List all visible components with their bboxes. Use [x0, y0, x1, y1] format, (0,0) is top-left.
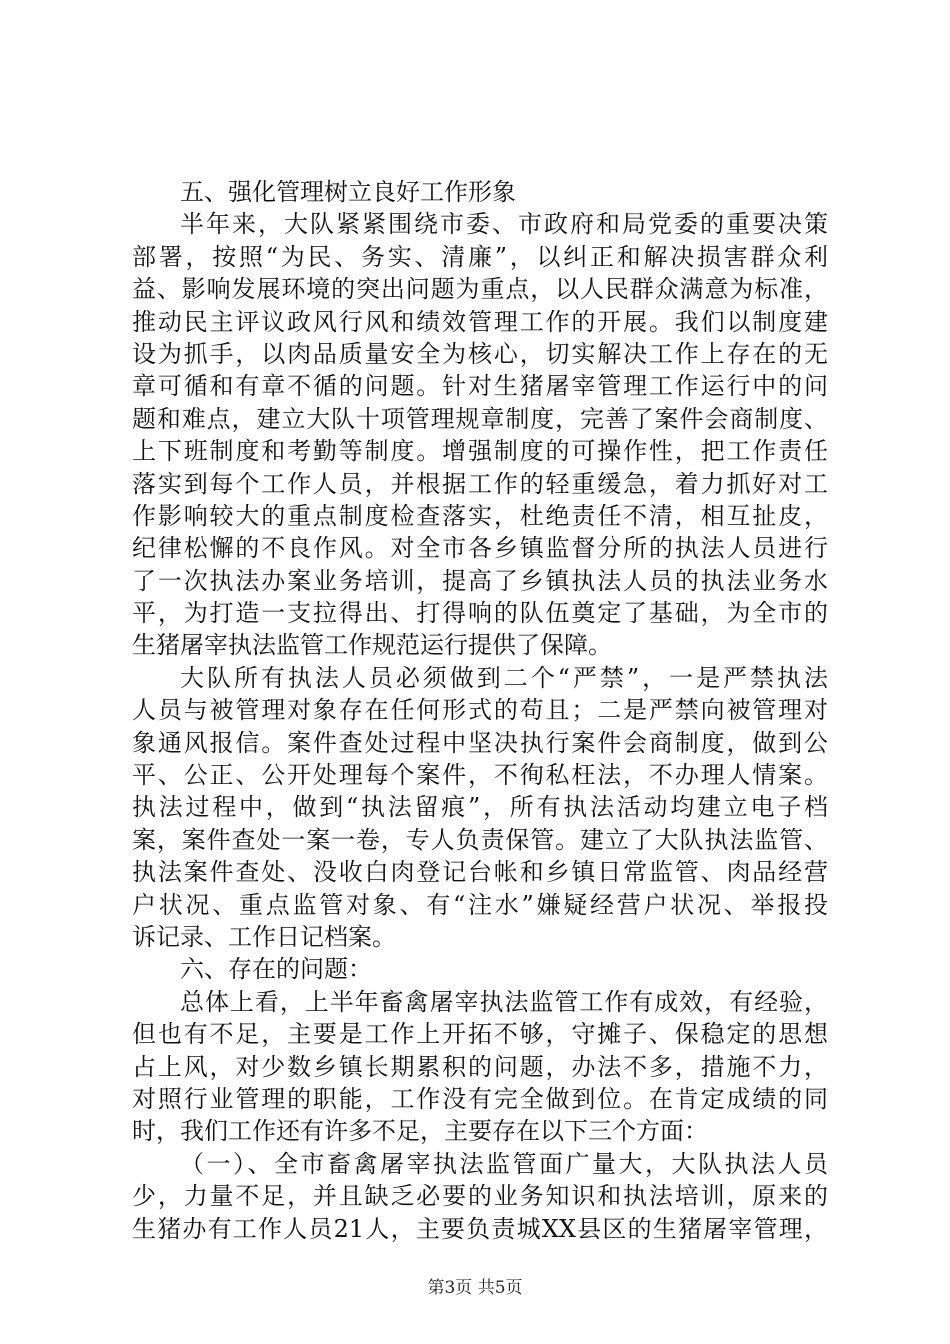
text-line: 诉记录、工作日记档案。: [132, 922, 396, 951]
text-line: 少，力量不足，并且缺乏必要的业务知识和执法培训，原来的: [132, 1182, 828, 1211]
text-line: 推动民主评议政风行风和绩效管理工作的开展。我们以制度建: [132, 307, 828, 336]
text-line: 象通风报信。案件查处过程中坚决执行案件会商制度，做到公: [132, 728, 828, 757]
text-line: 但也有不足，主要是工作上开拓不够，守摊子、保稳定的思想: [132, 1020, 828, 1049]
text-line: 作影响较大的重点制度检查落实，杜绝责任不清，相互扯皮，: [132, 501, 828, 530]
text-line: 六、存在的问题：: [180, 955, 372, 984]
text-line: 五、强化管理树立良好工作形象: [180, 178, 516, 206]
text-line: 平、公正、公开处理每个案件，不徇私枉法，不办理人情案。: [132, 761, 828, 790]
text-line: 部署，按照“为民、务实、清廉”，以纠正和解决损害群众利: [132, 242, 828, 271]
text-line: 题和难点，建立大队十项管理规章制度，完善了案件会商制度、: [132, 404, 828, 433]
text-line: 户状况、重点监管对象、有“注水”嫌疑经营户状况、举报投: [132, 890, 828, 919]
text-line: 生猪屠宰执法监管工作规范运行提供了保障。: [132, 631, 612, 660]
text-line: 时，我们工作还有许多不足，主要存在以下三个方面：: [132, 1117, 708, 1146]
text-line: 设为抓手，以肉品质量安全为核心，切实解决工作上存在的无: [132, 339, 828, 368]
text-line: 平，为打造一支拉得出、打得响的队伍奠定了基础，为全市的: [132, 599, 828, 628]
text-line: 上下班制度和考勤等制度。增强制度的可操作性，把工作责任: [132, 437, 828, 466]
text-line: 执法过程中，做到“执法留痕”，所有执法活动均建立电子档: [132, 793, 828, 822]
text-line: 对照行业管理的职能，工作没有完全做到位。在肯定成绩的同: [132, 1084, 828, 1113]
text-line: 占上风，对少数乡镇长期累积的问题，办法不多，措施不力，: [132, 1052, 828, 1081]
text-line: 落实到每个工作人员，并根据工作的轻重缓急，着力抓好对工: [132, 469, 828, 498]
document-body: [132, 176, 828, 1245]
text-line: 执法案件查处、没收白肉登记台帐和乡镇日常监管、肉品经营: [132, 858, 828, 887]
text-line: 案，案件查处一案一卷，专人负责保管。建立了大队执法监管、: [132, 825, 828, 854]
text-line: 半年来，大队紧紧围绕市委、市政府和局党委的重要决策: [180, 210, 828, 239]
text-line: 了一次执法办案业务培训，提高了乡镇执法人员的执法业务水: [132, 566, 828, 595]
page-footer: 第3页 共5页: [427, 1278, 523, 1298]
text-line: 益、影响发展环境的突出问题为重点，以人民群众满意为标准，: [132, 275, 828, 304]
text-line: 总体上看，上半年畜禽屠宰执法监管工作有成效，有经验，: [180, 987, 828, 1016]
text-line: 大队所有执法人员必须做到二个“严禁”，一是严禁执法: [180, 663, 828, 692]
text-line: 纪律松懈的不良作风。对全市各乡镇监督分所的执法人员进行: [132, 534, 828, 563]
text-line: 生猪办有工作人员21人，主要负责城XX县区的生猪屠宰管理，: [132, 1214, 828, 1243]
text-line: 人员与被管理对象存在任何形式的苟且；二是严禁向被管理对: [132, 696, 828, 725]
text-line: 章可循和有章不循的问题。针对生猪屠宰管理工作运行中的问: [132, 372, 828, 401]
text-line: （一）、全市畜禽屠宰执法监管面广量大，大队执法人员: [180, 1149, 828, 1178]
